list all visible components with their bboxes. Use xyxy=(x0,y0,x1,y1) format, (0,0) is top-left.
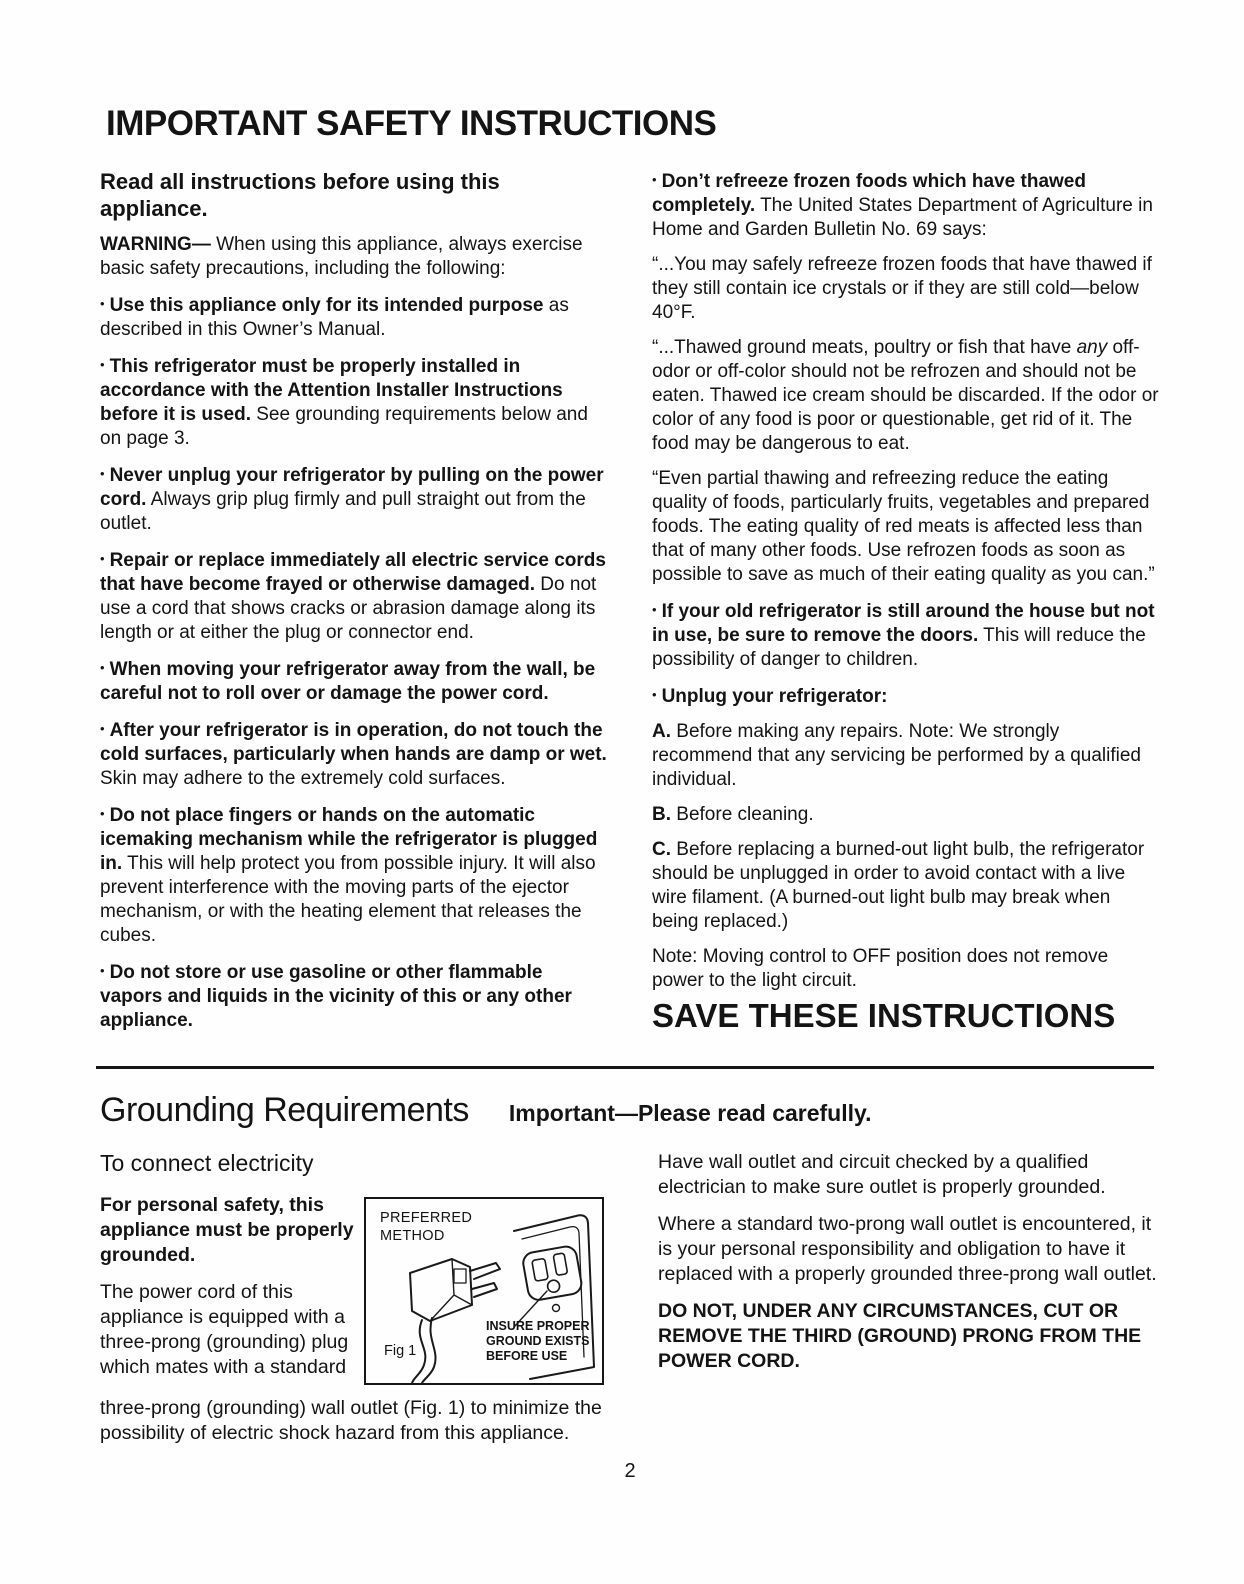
bullet-icon: • xyxy=(100,963,105,978)
bullet-text: This will help protect you from possible injury. It will also prevent interference with the moving parts of the ejector mechanism, or with the heating element that releases the cubes. xyxy=(100,853,596,946)
figure-number-label: Fig 1 xyxy=(384,1343,417,1359)
quote-text: off-odor or off-color should not be refrozen and should not be eaten. Thawed ice cream should be discarded. If the odor or color of any food is poor or questionable, get rid of it. The food may be dangerous to eat. xyxy=(652,337,1159,454)
bullet-lead: Don’t refreeze frozen foods which have thawed completely. xyxy=(652,171,1086,216)
bullet-icon: • xyxy=(100,551,105,566)
section-divider xyxy=(96,1066,1154,1069)
figure-method-label: PREFERRED METHOD xyxy=(380,1210,473,1244)
grounding-right-column xyxy=(658,1150,1160,1446)
do-not-cut-warning xyxy=(658,1299,1160,1374)
grounding-left-text xyxy=(100,1193,356,1392)
bullet-lead: This refrigerator must be properly installed in accordance with the Attention Installer Instructions before it is used. xyxy=(100,356,563,425)
item-text: Before cleaning. xyxy=(671,804,814,825)
grounding-left-column xyxy=(100,1150,612,1446)
bullet-lead: Repair or replace immediately all electric service cords that have become frayed or otherwise damaged. xyxy=(100,550,606,595)
safety-bullet xyxy=(652,683,1160,709)
quote-emphasis: any xyxy=(1076,337,1108,358)
right-column xyxy=(652,168,1160,1044)
bullet-text: Always grip plug firmly and pull straight out from the outlet. xyxy=(100,489,586,534)
left-column xyxy=(100,168,608,1044)
safety-bullet xyxy=(652,598,1160,672)
quote-paragraph: “Even partial thawing and refreezing reduce the eating quality of foods, particularly fruits, vegetables and prepared foods. The eating quality of red meats is affected less than that of many other foods. Use refrozen foods as soon as possible to save as much of their eating quality as you can.” xyxy=(652,468,1155,585)
safety-columns xyxy=(100,168,1160,1044)
quote-text: “...Thawed ground meats, poultry or fish that have xyxy=(652,337,1077,358)
safety-bullet xyxy=(100,292,608,342)
quote-paragraph: “...You may safely refreeze frozen foods that have thawed if they still contain ice crystals or if they are still cold—below 40°F. xyxy=(652,254,1152,323)
bullet-icon: • xyxy=(100,806,105,821)
item-text: Before making any repairs. Note: We strongly recommend that any servicing be performed by a qualified individual. xyxy=(652,721,1141,790)
grounding-columns xyxy=(100,1150,1160,1446)
safety-bullet xyxy=(100,462,608,536)
bullet-lead: Never unplug your refrigerator by pulling on the power cord. xyxy=(100,465,604,510)
note-paragraph: Note: Moving control to OFF position does not remove power to the light circuit. xyxy=(652,946,1109,991)
save-instructions-heading: SAVE THESE INSTRUCTIONS xyxy=(652,997,1116,1034)
item-label: A. xyxy=(652,721,671,742)
item-label: B. xyxy=(652,804,671,825)
bullet-icon: • xyxy=(100,721,105,736)
bullet-text: The United States Department of Agriculture in Home and Garden Bulletin No. 69 says: xyxy=(652,195,1153,240)
item-text: Before replacing a burned-out light bulb, the refrigerator should be unplugged in order to avoid contact with a live wire filament. (A burned-out light bulb may break when being replaced.) xyxy=(652,839,1145,932)
safety-bullet xyxy=(100,547,608,645)
unplug-item xyxy=(652,838,1160,934)
bullet-icon: • xyxy=(100,660,105,675)
bullet-lead: After your refrigerator is in operation, do not touch the cold surfaces, particularly when hands are damp or wet. xyxy=(100,720,607,765)
bullet-icon: • xyxy=(652,172,657,187)
unplug-item xyxy=(652,720,1160,792)
bullet-lead: If your old refrigerator is still around the house but not in use, be sure to remove the doors. xyxy=(652,601,1155,646)
bullet-text: See grounding requirements below and on page 3. xyxy=(100,404,588,449)
personal-safety-bold: For personal safety, this appliance must be properly grounded. xyxy=(100,1194,354,1266)
page-number: 2 xyxy=(624,1460,636,1482)
safety-bullet xyxy=(100,959,608,1033)
warning-text: When using this appliance, always exercise basic safety precautions, including the following: xyxy=(100,234,583,279)
wall-outlet-paragraph: three-prong (grounding) wall outlet (Fig. 1) to minimize the possibility of electric shock hazard from this appliance. xyxy=(100,1397,602,1444)
bullet-lead: When moving your refrigerator away from the wall, be careful not to roll over or damage the power cord. xyxy=(100,659,596,704)
grounding-subtitle: Important—Please read carefully. xyxy=(508,1100,872,1126)
safety-bullet xyxy=(100,717,608,791)
outlet-check-paragraph: Have wall outlet and circuit checked by a qualified electrician to make sure outlet is properly grounded. xyxy=(658,1151,1106,1198)
bullet-lead: Do not place fingers or hands on the automatic icemaking mechanism while the refrigerator is plugged in. xyxy=(100,805,598,874)
bullet-lead: Do not store or use gasoline or other flammable vapors and liquids in the vicinity of this or any other appliance. xyxy=(100,962,572,1031)
safety-bullet xyxy=(100,353,608,451)
personal-safety-paragraph xyxy=(100,1193,356,1268)
bullet-lead: Unplug your refrigerator: xyxy=(661,686,888,707)
do-not-cut-warning-text: DO NOT, UNDER ANY CIRCUMSTANCES, CUT OR REMOVE THE THIRD (GROUND) PRONG FROM THE POWER CORD. xyxy=(658,1300,1142,1372)
grounding-title: Grounding Requirements xyxy=(100,1091,469,1129)
figure-caution-label: INSURE PROPER GROUND EXISTS BEFORE USE xyxy=(486,1319,590,1363)
quote-paragraph xyxy=(652,336,1160,456)
two-prong-paragraph: Where a standard two-prong wall outlet is encountered, it is your personal responsibility and obligation to have it replaced with a properly grounded three-prong wall outlet. xyxy=(658,1213,1157,1285)
page-title: IMPORTANT SAFETY INSTRUCTIONS xyxy=(106,104,717,143)
bullet-icon: • xyxy=(100,466,105,481)
bullet-text: This will reduce the possibility of danger to children. xyxy=(652,625,1146,670)
bullet-text: Skin may adhere to the extremely cold surfaces. xyxy=(100,768,506,789)
figure-1-box xyxy=(364,1197,604,1385)
bullet-icon: • xyxy=(100,296,105,311)
safety-bullet xyxy=(100,802,608,948)
unplug-item xyxy=(652,803,1160,827)
intro-heading: Read all instructions before using this appliance. xyxy=(100,169,500,221)
warning-paragraph xyxy=(100,233,608,281)
safety-bullet xyxy=(652,168,1160,242)
bullet-lead: Use this appliance only for its intended purpose xyxy=(109,295,544,316)
connect-electricity-heading: To connect electricity xyxy=(100,1150,314,1176)
warning-label: WARNING— xyxy=(100,234,211,255)
safety-bullet xyxy=(100,656,608,706)
power-cord-paragraph: The power cord of this appliance is equipped with a three-prong (grounding) plug which mates with a standard xyxy=(100,1281,349,1378)
bullet-text: as described in this Owner’s Manual. xyxy=(100,295,569,340)
bullet-icon: • xyxy=(652,602,657,617)
bullet-text: Do not use a cord that shows cracks or abrasion damage along its length or at either the plug or connector end. xyxy=(100,574,597,643)
grounding-header xyxy=(100,1091,1160,1130)
item-label: C. xyxy=(652,839,671,860)
bullet-icon: • xyxy=(652,687,657,702)
bullet-icon: • xyxy=(100,357,105,372)
grounding-text-figure-row xyxy=(100,1193,612,1392)
